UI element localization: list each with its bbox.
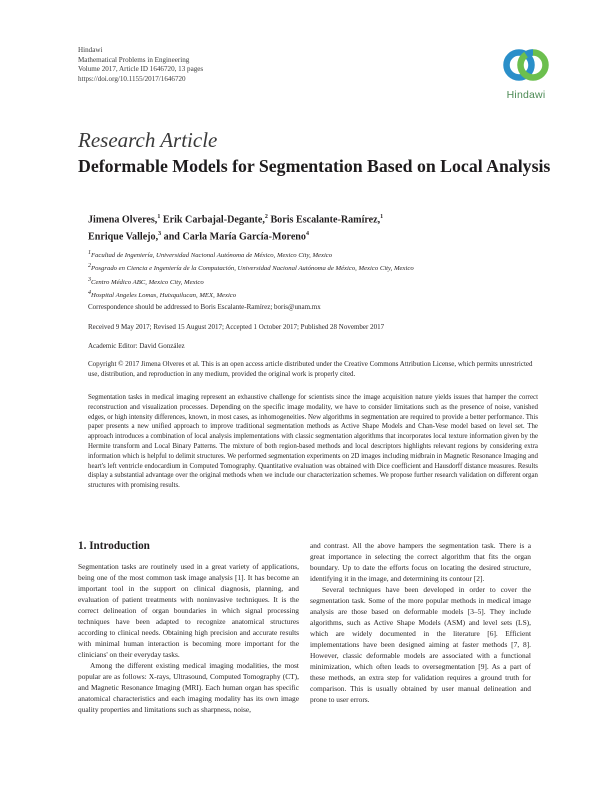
affiliation-item [88, 248, 558, 261]
affiliation-item [88, 288, 558, 301]
affiliation-number: 1 [88, 250, 91, 256]
abstract-text: Segmentation tasks in medical imaging represent an exhaustive challenge for scientists since the image acquisition nature yields issues that hamper the correct reconstruction and visualization processes. Depending on the specific image modality, we have to consider limitations such as the presence of noise, vanished edges, or high intensity differences, known, in most cases, as inhomogeneities. New algorithms in segmentation are required to provide a better performance. This paper presents a new unified approach to improve traditional segmentation methods as Active Shape Models and Chan-Vese model based on level set. The approach introduces a combination of local analysis implementations with classic segmentation algorithms that incorporates local texture information given by the Hermite transform and Local Binary Patterns. The mixture of both region-based methods and local descriptors highlights relevant regions by considering extra information which is helpful to delimit structures. We performed segmentation experiments on 2D images including midbrain in Magnetic Resonance Imaging and heart's left ventricle endocardium in Computed Tomography. Quantitative evaluation was obtained with Dice coefficient and Hausdorff distance measures. Results display a substantial advantage over the original methods when we include our characterization schemes. We propose further research validation on different organ structures with promising results. [88, 394, 538, 490]
author-affiliation-mark: 1 [380, 214, 384, 220]
affiliation-number: 4 [88, 290, 91, 297]
author-list [88, 210, 548, 245]
copyright-notice: Copyright © 2017 Jimena Olveres et al. This is an open access article distributed under the Creative Commons Attribution License, which permits unrestricted use, distribution, and reproduction in any medium, provided the original work is properly cited. [88, 360, 533, 378]
author-affiliation-mark: 1 [157, 214, 161, 220]
affiliation-text: Centro Médico ABC, Mexico City, Mexico [91, 279, 204, 287]
author-name[interactable]: and Carla María García-Moreno [163, 231, 306, 243]
affiliation-number: 3 [88, 276, 91, 283]
dates-line: Received 9 May 2017; Revised 15 August 2017; Accepted 1 October 2017; Published 28 November 2017 [88, 323, 385, 331]
body-paragraph: Among the different existing medical imaging modalities, the most popular are as follows: X-rays, Ultrasound, Computed Tomography (CT), and Magnetic Resonance Imaging (MRI). Each human organ has specific anatomical characteristics and each imaging modality has its own image quality properties and limitations such as sharpness, noise, [78, 661, 299, 714]
hindawi-logo [496, 42, 556, 104]
affiliation-text: Facultad de Ingeniería, Universidad Nacional Autónoma de México, Mexico City, Mexico [91, 252, 333, 260]
affiliation-number: 2 [88, 263, 91, 270]
article-title: Deformable Models for Segmentation Based on Local Analysis [78, 156, 551, 176]
affiliation-text: Hospital Angeles Lomas, Huixquilucan, MEX, Mexico [91, 292, 237, 300]
author-affiliation-mark: 4 [305, 231, 309, 238]
journal-header [78, 46, 203, 84]
author-name[interactable]: Boris Escalante-Ramírez, [270, 214, 381, 226]
author-affiliation-mark: 2 [264, 214, 268, 220]
hindawi-logo-text: Hindawi [506, 89, 546, 101]
body-column-left [78, 561, 299, 715]
affiliation-list [88, 248, 558, 302]
volume-line: Volume 2017, Article ID 1646720, 13 pages [78, 65, 204, 73]
article-type: Research Article [78, 128, 218, 152]
academic-editor-line: Academic Editor: David González [88, 342, 185, 350]
body-paragraph: Several techniques have been developed in order to cover the segmentation task. Some of the more popular methods in medical image analysis are those based on deformable models [3–5]. They include algorithms, such as Active Shape Models (ASM) and level sets (LS), which are widely documented in the literature [6]. Efficient implementations have been designed aiming at faster methods [7, 8]. However, classic deformable models are associated with a functional minimization, which often leads to oversegmentation [9]. As a part of these methods, an extra step for validation requires a ground truth for comparison. This is usually obtained by user manual delineation and prone to user errors. [310, 585, 531, 704]
affiliation-text: Posgrado en Ciencia e Ingeniería de la Computación, Universidad Nacional Autónoma de México, Mexico City, Mexico [91, 265, 414, 273]
body-column-right [310, 540, 531, 705]
affiliation-item [88, 275, 558, 288]
author-name[interactable]: Jimena Olveres, [88, 214, 158, 226]
section-heading-introduction: 1. Introduction [78, 540, 150, 552]
affiliation-item [88, 261, 558, 274]
body-paragraph: and contrast. All the above hampers the segmentation task. There is a great importance in selecting the correct algorithm that fits the organ boundary. Up to date the efforts focus on locating the desired structure, identifying it in the image, and determining its contour [2]. [310, 541, 531, 583]
journal-name: Mathematical Problems in Engineering [78, 55, 190, 64]
body-paragraph: Segmentation tasks are routinely used in a great variety of applications, being one of the most common task image analysis [1]. It has become an important tool in the support on clinical diagnosis, planning, and evaluation of patient treatments with noninvasive techniques. It is the correct delineation of organ boundaries in which signal processing techniques have been adapted to recognize anatomical structures according to clinical needs. Obtaining high precision and accurate results with minimal human interaction is becoming more important for the clinicians' on their everyday tasks. [78, 562, 299, 659]
doi-link[interactable]: https://doi.org/10.1155/2017/1646720 [78, 74, 186, 83]
hindawi-logo-icon [502, 42, 550, 88]
publisher-name: Hindawi [78, 46, 103, 54]
author-name[interactable]: Erik Carbajal-Degante, [162, 214, 265, 226]
author-affiliation-mark: 3 [158, 231, 162, 238]
author-name[interactable]: Enrique Vallejo, [88, 231, 159, 243]
correspondence-line: Correspondence should be addressed to Boris Escalante-Ramírez; boris@unam.mx [88, 303, 321, 311]
